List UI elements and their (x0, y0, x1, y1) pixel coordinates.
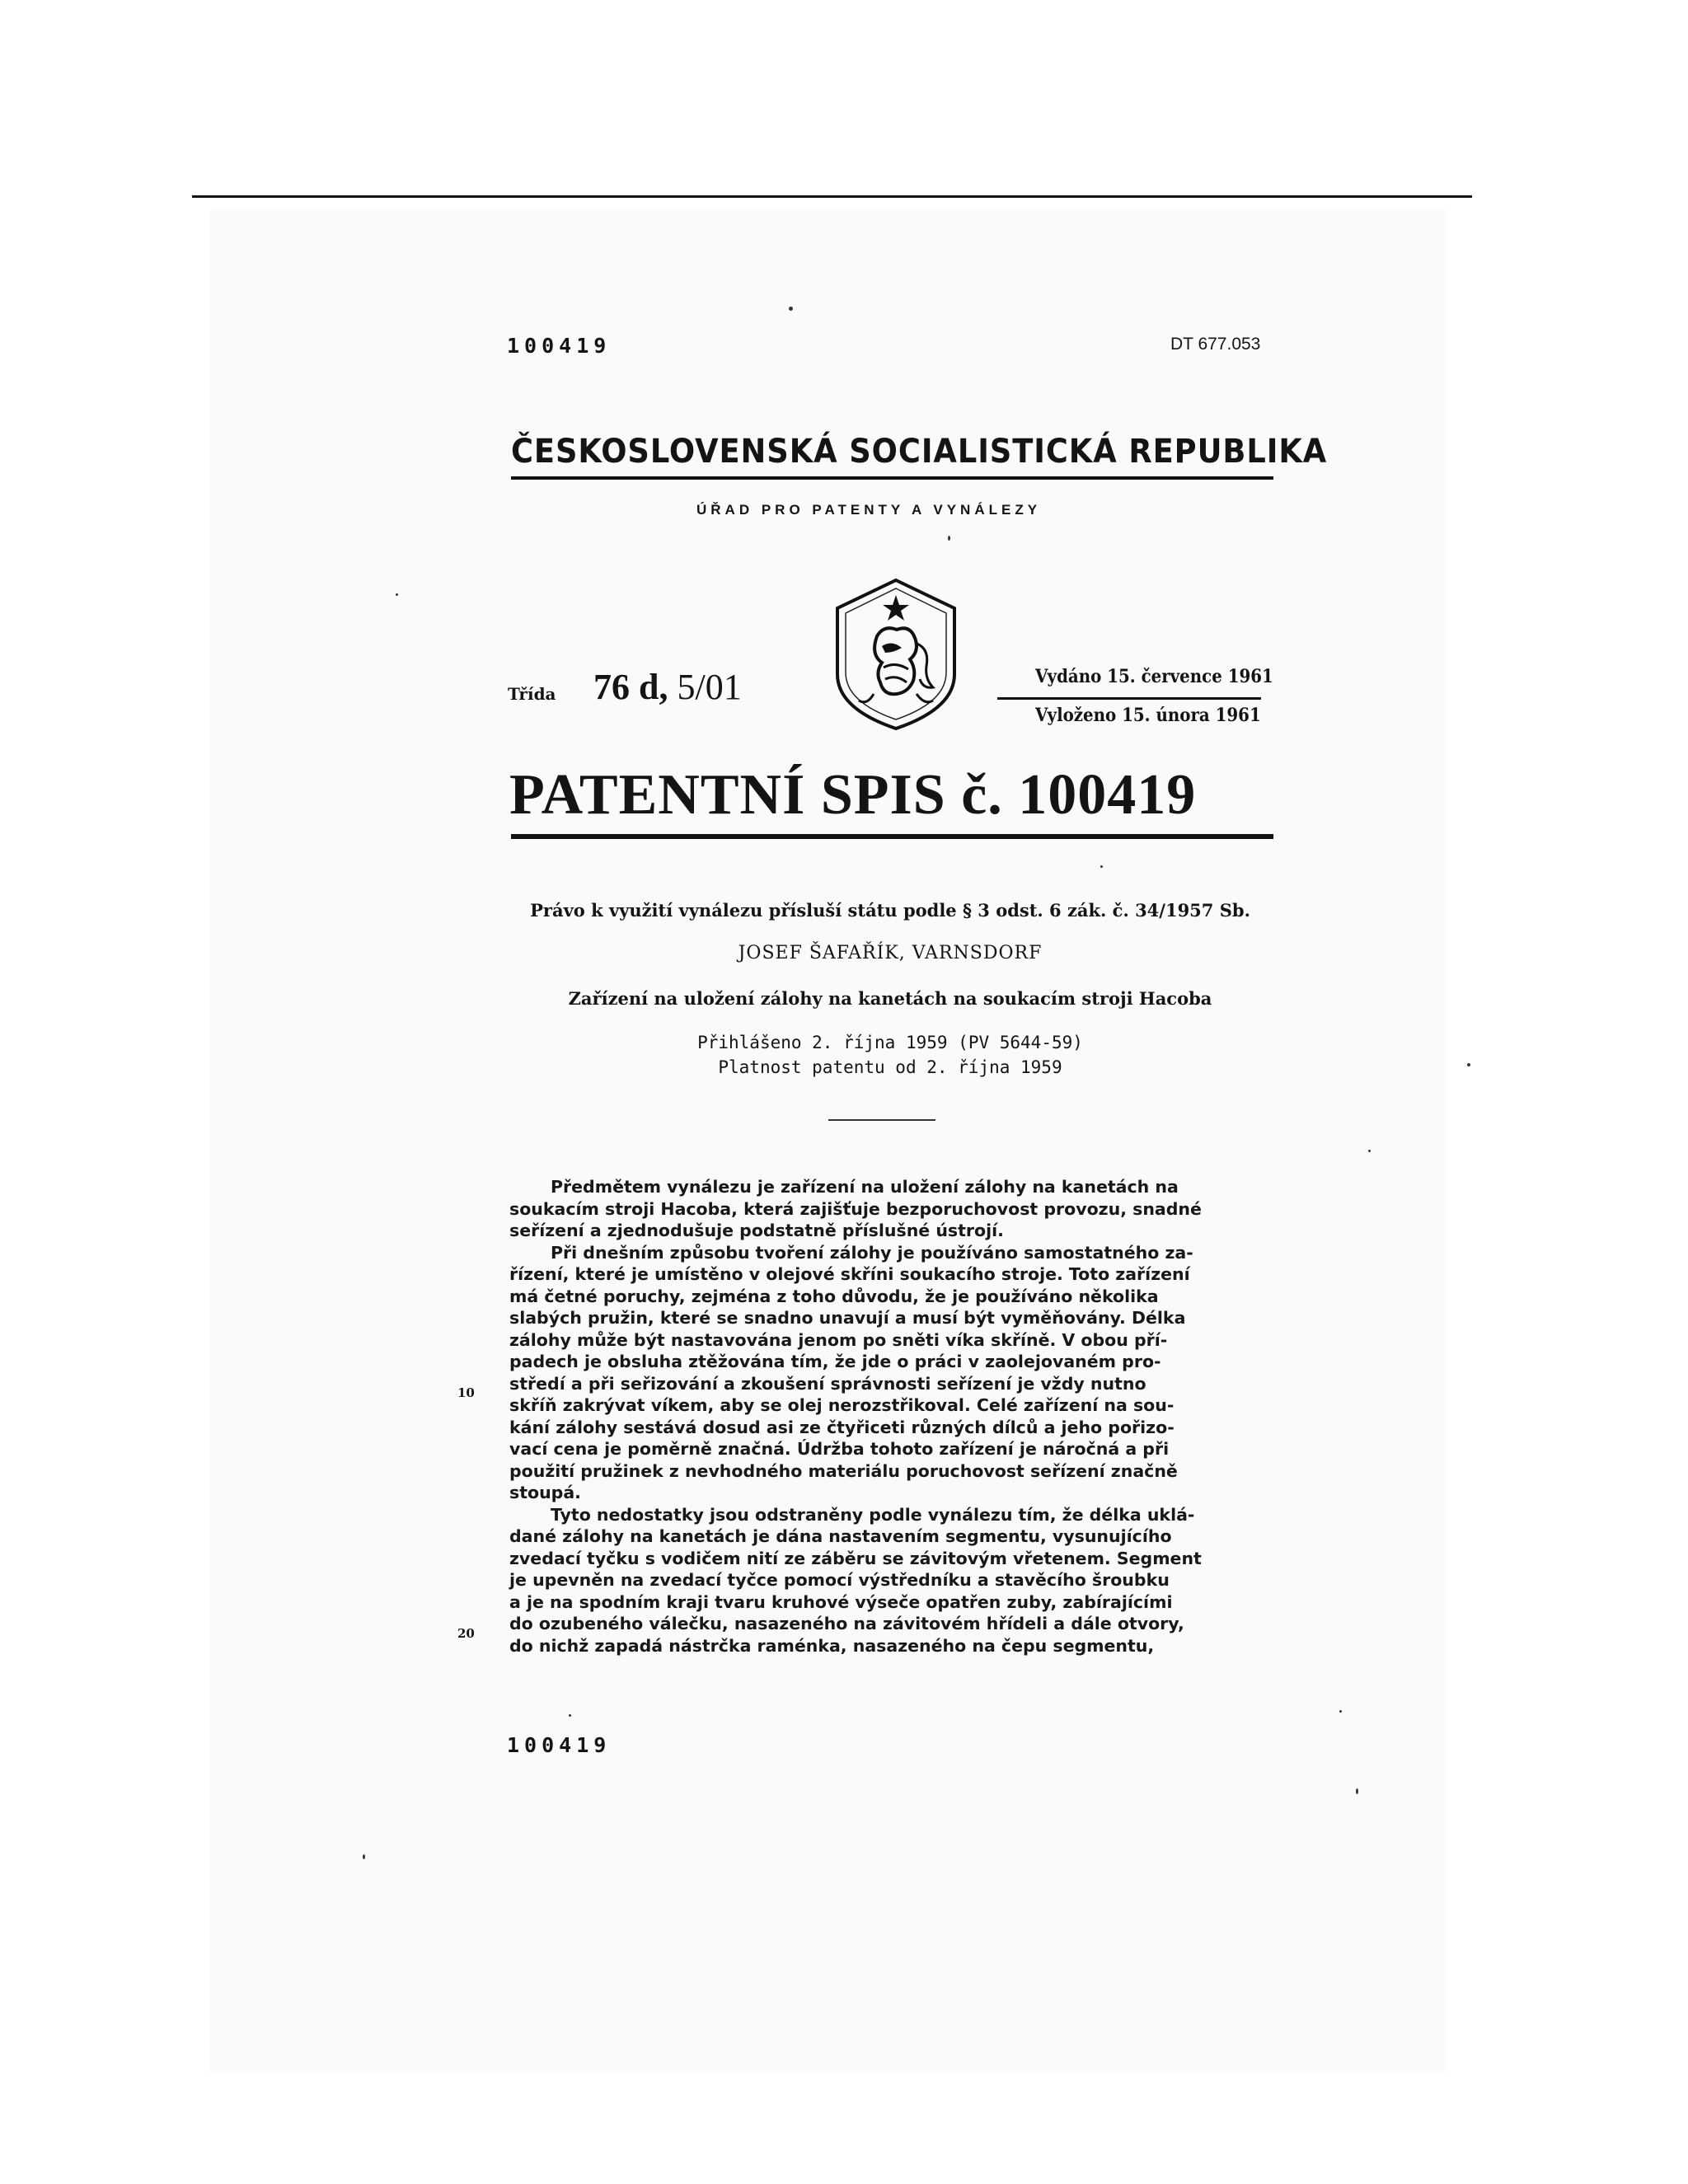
dates-rule (997, 697, 1261, 700)
state-name-heading: ČESKOSLOVENSKÁ SOCIALISTICKÁ REPUBLIKA (511, 433, 1328, 471)
class-sub: 5/01 (677, 667, 742, 707)
scan-speck (1356, 1788, 1358, 1794)
title-rule (511, 834, 1273, 839)
separator-dash (828, 1119, 935, 1121)
scan-speck (948, 536, 950, 541)
body-line: kání zálohy sestává dosud asi ze čtyřiceti různých dílců a jeho pořizo- (509, 1417, 1175, 1437)
rights-statement: Právo k využití vynálezu přísluší státu podle § 3 odst. 6 zák. č. 34/1957 Sb. (530, 900, 1250, 921)
document-number-top: 100419 (507, 334, 612, 358)
body-line: Při dnešním způsobu tvoření zálohy je používáno samostatného za- (551, 1242, 1193, 1263)
czechoslovak-state-emblem-icon (834, 577, 958, 732)
body-line: použití pružinek z nevhodného materiálu poruchovost seřízení značně (509, 1460, 1178, 1481)
laid-open-date: Vyloženo 15. února 1961 (1035, 705, 1261, 726)
body-line: je upevněn na zvedací tyčce pomocí výstředníku a stavěcího šroubku (509, 1570, 1170, 1590)
body-line: slabých pružin, které se snadno unavují a musí být vyměňovány. Délka (509, 1308, 1186, 1328)
body-text (509, 1176, 1259, 1657)
line-number-10: 10 (457, 1385, 475, 1400)
issued-date: Vydáno 15. července 1961 (1035, 666, 1273, 687)
scan-speck (1100, 865, 1103, 868)
scan-speck (1368, 1150, 1371, 1152)
document-number-bottom: 100419 (507, 1733, 612, 1757)
patent-title: PATENTNÍ SPIS č. 100419 (509, 763, 1197, 827)
body-line: soukacím stroji Hacoba, která zajišťuje bezporuchovost provozu, snadné (509, 1198, 1202, 1219)
class-label: Třída (508, 684, 556, 704)
body-line: do ozubeného válečku, nasazeného na závitovém hřídeli a dále otvory, (509, 1614, 1184, 1633)
body-line: a je na spodním kraji tvaru kruhové výseče opatřen zuby, zabírajícími (509, 1591, 1173, 1612)
heading-rule (511, 476, 1273, 480)
filing-date: Přihlášeno 2. října 1959 (PV 5644-59) (697, 1033, 1083, 1052)
validity-date: Platnost patentu od 2. října 1959 (718, 1057, 1062, 1077)
class-main: 76 d, (593, 667, 668, 707)
author: JOSEF ŠAFAŘÍK, VARNSDORF (738, 943, 1043, 963)
scan-speck (363, 1854, 365, 1859)
body-line: má četné poruchy, zejména z toho důvodu, že je používáno několika (509, 1286, 1159, 1306)
body-line: seřízení a zjednodušuje podstatně příslušné ústrojí. (509, 1221, 1004, 1240)
line-number-20: 20 (457, 1626, 475, 1641)
scan-speck (1467, 1063, 1470, 1066)
body-line: řízení, které je umístěno v olejové skříni soukacího stroje. Toto zařízení (509, 1264, 1190, 1284)
device-title: Zařízení na uložení zálohy na kanetách na soukacím stroji Hacoba (568, 988, 1212, 1009)
dt-code: DT 677.053 (1170, 335, 1261, 354)
body-line: zvedací tyčku s vodičem nití ze záběru se závitovým vřetenem. Segment (509, 1548, 1202, 1568)
scan-speck (789, 307, 793, 311)
body-line: Tyto nedostatky jsou odstraněny podle vynálezu tím, že délka uklá- (551, 1504, 1195, 1525)
body-line: vací cena je poměrně značná. Údržba tohoto zařízení je náročná a při (509, 1439, 1170, 1459)
scanned-page (210, 210, 1447, 2073)
body-line: padech je obsluha ztěžována tím, že jde o práci v zaolejovaném pro- (509, 1352, 1161, 1371)
body-line: dané zálohy na kanetách je dána nastavením segmentu, vysunujícího (509, 1526, 1172, 1546)
scan-speck (1339, 1710, 1342, 1713)
body-line: stoupá. (509, 1483, 581, 1502)
body-line: skříň zakrývat víkem, aby se olej nerozstřikoval. Celé zařízení na sou- (509, 1395, 1175, 1415)
body-line: středí a při seřizování a zkoušení správnosti seřízení je vždy nutno (509, 1373, 1146, 1394)
top-border-line (192, 195, 1472, 198)
body-line: Předmětem vynálezu je zařízení na uložení zálohy na kanetách na (551, 1177, 1179, 1197)
class-value (593, 666, 742, 708)
scan-speck (569, 1714, 571, 1717)
body-line: zálohy může být nastavována jenom po sněti víka skříně. V obou pří- (509, 1329, 1168, 1350)
body-line: do nichž zapadá nástrčka raménka, nasazeného na čepu segmentu, (509, 1635, 1155, 1656)
office-name: ÚŘAD PRO PATENTY A VYNÁLEZY (696, 502, 1042, 518)
scan-speck (396, 593, 398, 596)
